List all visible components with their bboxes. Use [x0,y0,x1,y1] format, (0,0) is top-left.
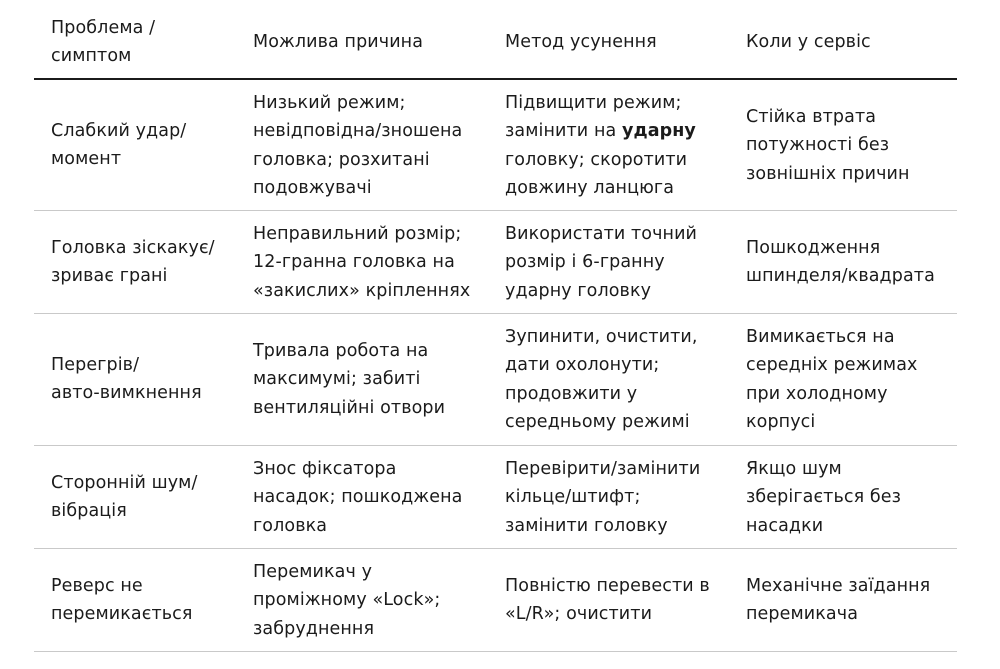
header-problem: Проблема / симптом [51,18,156,67]
cell-service: Стійка втрата потужності без зовнішніх причин [746,107,910,184]
cell-fix-text: Підвищити режим; замінити на [505,93,682,142]
cell-fix: Перевірити/замінити кільце/штифт; замінити головку [505,459,701,536]
cell-service: Вимикається на середніх режимах при холодному корпусі [746,327,918,432]
header-service: Коли у сервіс [746,32,871,52]
cell-service: Пошкодження шпинделя/квадрата [746,238,935,287]
cell-cause: Знос фіксатора насадок; пошкоджена головка [253,459,463,536]
table-row [34,314,957,446]
cell-cause: Тривала робота на максимумі; забиті вентиляційні отвори [253,341,446,418]
cell-cause: Неправильний розмір; 12-гранна головка на «закислих» кріпленнях [253,224,471,301]
cell-fix: Використати точний розмір і 6-гранну ударну головку [505,224,698,301]
table-row [34,80,957,211]
table-row [34,446,957,549]
table-header-row [34,0,957,80]
cell-fix-text-rest: головку; скоротити довжину ланцюга [505,149,688,198]
header-fix: Метод усунення [505,32,657,52]
cell-problem: Сторонній шум/ вібрація [51,473,198,522]
cell-fix: Зупинити, очистити, дати охолонути; продовжити у середньому режимі [505,327,698,432]
cell-fix-emphasis: ударну [621,121,696,142]
cell-cause: Перемикач у проміжному «Lock»; забруднення [253,562,441,639]
table-row [34,549,957,652]
cell-problem: Реверс не перемикається [51,576,193,625]
cell-problem: Перегрів/ авто-вимкнення [51,355,202,404]
troubleshooting-table [34,0,957,652]
cell-service: Механічне заїдання перемикача [746,576,931,625]
header-cause: Можлива причина [253,32,424,52]
cell-fix: Повністю перевести в «L/R»; очистити [505,576,710,625]
cell-fix [505,89,735,202]
cell-problem: Слабкий удар/ момент [51,121,187,170]
table-row [34,211,957,314]
cell-problem: Головка зіскакує/ зриває грані [51,238,215,287]
cell-service: Якщо шум зберігається без насадки [746,459,902,536]
cell-cause: Низький режим; невідповідна/зношена головка; розхитані подовжувачі [253,93,463,198]
